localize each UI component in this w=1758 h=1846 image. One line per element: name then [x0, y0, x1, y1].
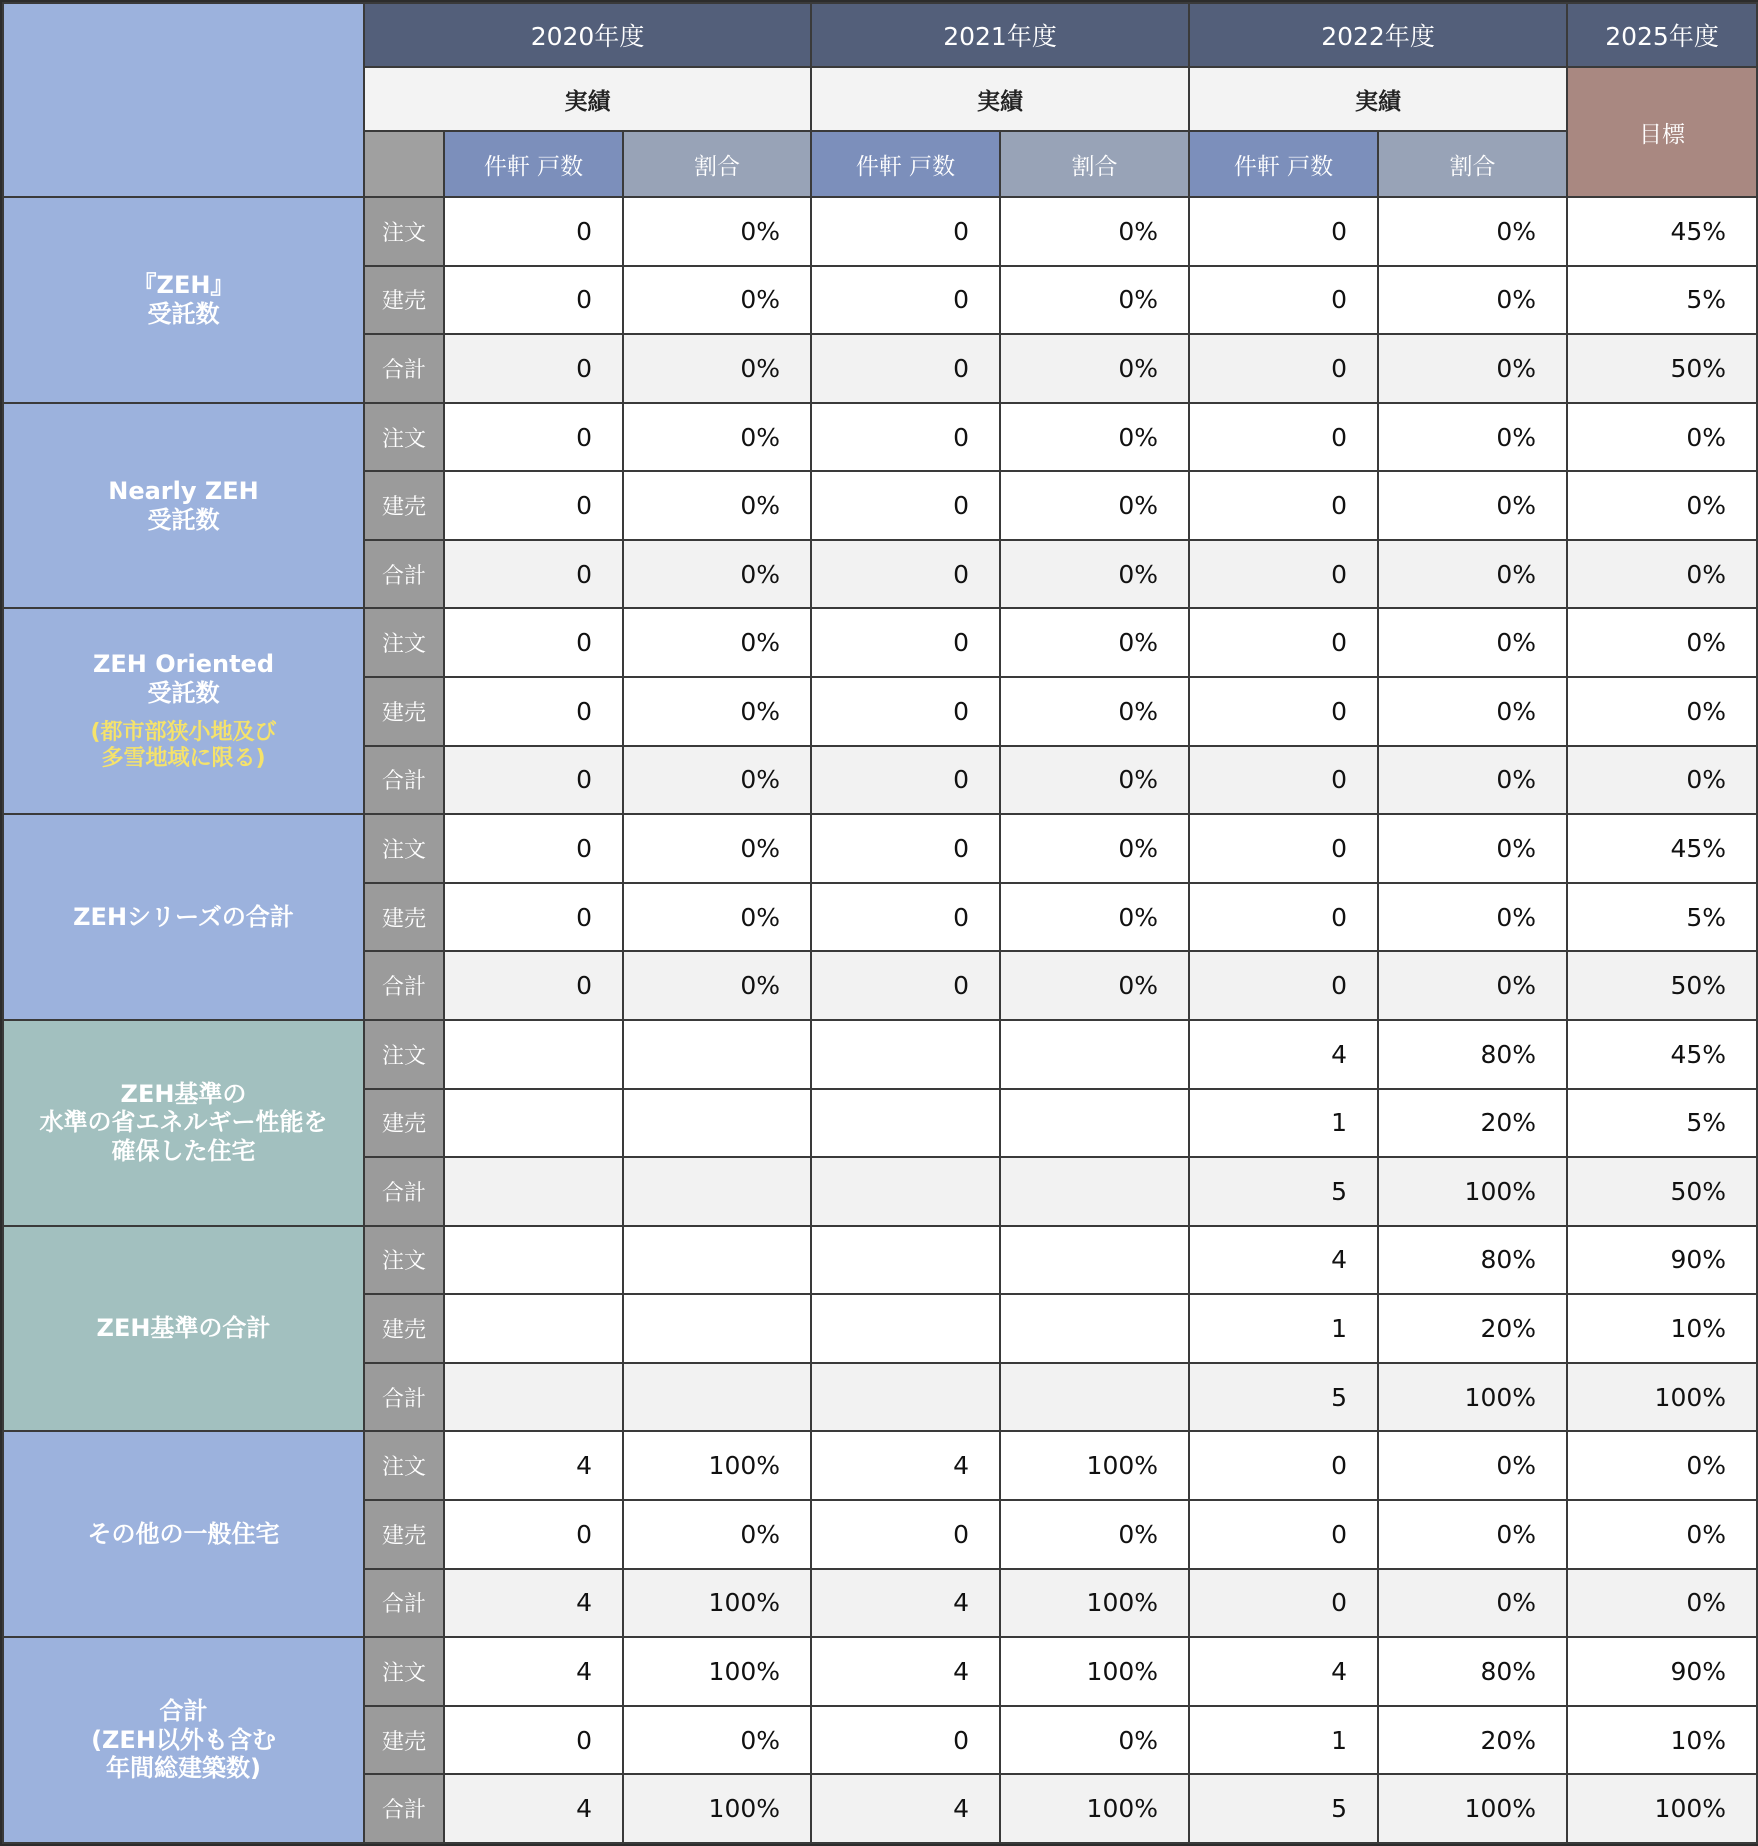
value-cell-c2021: [811, 1294, 1000, 1363]
value-cell-c2022: 0: [1189, 1500, 1378, 1569]
row-type-label: 建売: [364, 677, 444, 746]
value-cell-t2025: 5%: [1567, 1089, 1757, 1158]
value-cell-t2025: 0%: [1567, 746, 1757, 815]
value-cell-c2020: [444, 1157, 623, 1226]
value-cell-r2021: [1000, 1020, 1189, 1089]
value-cell-r2022: 0%: [1378, 746, 1567, 815]
target-header-2025: 目標: [1567, 67, 1757, 197]
corner-cell: [3, 3, 364, 197]
value-cell-c2020: 0: [444, 266, 623, 335]
value-cell-c2021: 4: [811, 1637, 1000, 1706]
value-cell-c2021: 4: [811, 1431, 1000, 1500]
row-type-label: 注文: [364, 197, 444, 266]
value-cell-r2020: 100%: [623, 1569, 811, 1638]
value-cell-c2021: [811, 1226, 1000, 1295]
ratio-header-2020: 割合: [623, 131, 811, 197]
value-cell-r2021: 0%: [1000, 1500, 1189, 1569]
value-cell-c2021: 4: [811, 1774, 1000, 1843]
value-cell-r2020: [623, 1363, 811, 1432]
value-cell-r2021: 0%: [1000, 197, 1189, 266]
value-cell-c2021: 0: [811, 814, 1000, 883]
value-cell-r2020: [623, 1294, 811, 1363]
value-cell-c2022: 0: [1189, 883, 1378, 952]
row-type-label: 注文: [364, 1020, 444, 1089]
value-cell-r2022: 20%: [1378, 1089, 1567, 1158]
value-cell-t2025: 0%: [1567, 1431, 1757, 1500]
value-cell-r2021: 0%: [1000, 266, 1189, 335]
value-cell-t2025: 50%: [1567, 951, 1757, 1020]
value-cell-r2022: 100%: [1378, 1157, 1567, 1226]
value-cell-c2022: 0: [1189, 403, 1378, 472]
value-cell-c2021: 0: [811, 608, 1000, 677]
value-cell-r2020: 0%: [623, 1500, 811, 1569]
group-label-cell: [3, 197, 364, 403]
year-header-2025: 2025年度: [1567, 3, 1757, 67]
value-cell-r2022: 0%: [1378, 1569, 1567, 1638]
ratio-header-2021: 割合: [1000, 131, 1189, 197]
value-cell-r2022: 0%: [1378, 951, 1567, 1020]
actual-header-2020: 実績: [364, 67, 811, 131]
row-type-label: 建売: [364, 471, 444, 540]
value-cell-t2025: 50%: [1567, 1157, 1757, 1226]
value-cell-r2020: 0%: [623, 814, 811, 883]
value-cell-r2022: 0%: [1378, 471, 1567, 540]
value-cell-r2020: [623, 1089, 811, 1158]
value-cell-c2020: 4: [444, 1431, 623, 1500]
group-label-cell: [3, 814, 364, 1020]
value-cell-r2021: 0%: [1000, 951, 1189, 1020]
group-label-cell: [3, 608, 364, 814]
row-type-label: 建売: [364, 1089, 444, 1158]
value-cell-r2020: 0%: [623, 608, 811, 677]
value-cell-c2020: 0: [444, 540, 623, 609]
value-cell-r2021: 0%: [1000, 1706, 1189, 1775]
value-cell-c2022: 5: [1189, 1363, 1378, 1432]
value-cell-t2025: 0%: [1567, 1500, 1757, 1569]
value-cell-r2020: 0%: [623, 540, 811, 609]
value-cell-c2020: [444, 1363, 623, 1432]
value-cell-r2021: 0%: [1000, 814, 1189, 883]
value-cell-c2020: [444, 1020, 623, 1089]
value-cell-c2020: 0: [444, 951, 623, 1020]
value-cell-r2022: 0%: [1378, 814, 1567, 883]
value-cell-c2020: 0: [444, 814, 623, 883]
value-cell-c2020: 4: [444, 1569, 623, 1638]
row-type-label: 建売: [364, 1706, 444, 1775]
count-header-2022: 件軒 戸数: [1189, 131, 1378, 197]
value-cell-r2021: 0%: [1000, 334, 1189, 403]
group-label-line: 受託数: [147, 505, 220, 534]
count-header-2021: 件軒 戸数: [811, 131, 1000, 197]
value-cell-c2020: 0: [444, 883, 623, 952]
group-label-cell: [3, 1020, 364, 1226]
value-cell-c2020: 0: [444, 677, 623, 746]
value-cell-c2021: [811, 1157, 1000, 1226]
group-label-line: 受託数: [147, 299, 220, 328]
value-cell-r2022: 0%: [1378, 197, 1567, 266]
value-cell-c2020: 0: [444, 1500, 623, 1569]
year-header-2021: 2021年度: [811, 3, 1189, 67]
value-cell-c2022: 0: [1189, 814, 1378, 883]
value-cell-c2022: 0: [1189, 266, 1378, 335]
value-cell-c2021: 0: [811, 677, 1000, 746]
value-cell-t2025: 100%: [1567, 1363, 1757, 1432]
value-cell-c2022: 0: [1189, 677, 1378, 746]
zeh-results-table: [2, 2, 1758, 1844]
group-label-line: ZEH基準の合計: [96, 1314, 271, 1343]
table-row: [3, 1020, 1757, 1089]
value-cell-c2020: 0: [444, 471, 623, 540]
value-cell-r2020: 0%: [623, 334, 811, 403]
table-row: [3, 403, 1757, 472]
value-cell-t2025: 100%: [1567, 1774, 1757, 1843]
value-cell-r2020: 0%: [623, 471, 811, 540]
value-cell-c2021: 0: [811, 266, 1000, 335]
row-type-label: 注文: [364, 403, 444, 472]
row-type-label: 建売: [364, 883, 444, 952]
year-header-2022: 2022年度: [1189, 3, 1567, 67]
value-cell-r2022: 0%: [1378, 1500, 1567, 1569]
value-cell-t2025: 45%: [1567, 197, 1757, 266]
group-label-line: Nearly ZEH: [108, 476, 259, 505]
value-cell-r2022: 0%: [1378, 266, 1567, 335]
value-cell-c2022: 4: [1189, 1637, 1378, 1706]
value-cell-c2022: 0: [1189, 746, 1378, 815]
value-cell-r2021: [1000, 1226, 1189, 1295]
value-cell-r2021: 0%: [1000, 403, 1189, 472]
row-type-label: 注文: [364, 1226, 444, 1295]
value-cell-t2025: 45%: [1567, 814, 1757, 883]
group-label-line: その他の一般住宅: [87, 1519, 280, 1548]
value-cell-c2021: 0: [811, 1500, 1000, 1569]
value-cell-r2022: 80%: [1378, 1226, 1567, 1295]
value-cell-c2021: 0: [811, 334, 1000, 403]
value-cell-r2021: [1000, 1157, 1189, 1226]
value-cell-t2025: 0%: [1567, 608, 1757, 677]
value-cell-r2021: 0%: [1000, 746, 1189, 815]
actual-header-2022: 実績: [1189, 67, 1567, 131]
value-cell-c2022: 0: [1189, 334, 1378, 403]
value-cell-r2020: 0%: [623, 951, 811, 1020]
value-cell-c2020: 0: [444, 403, 623, 472]
value-cell-c2021: [811, 1020, 1000, 1089]
value-cell-c2022: 1: [1189, 1089, 1378, 1158]
group-label-line: ZEH基準の: [120, 1079, 247, 1108]
ratio-header-2022: 割合: [1378, 131, 1567, 197]
value-cell-c2021: 0: [811, 197, 1000, 266]
row-type-label: 注文: [364, 1431, 444, 1500]
value-cell-r2020: 100%: [623, 1431, 811, 1500]
value-cell-t2025: 10%: [1567, 1706, 1757, 1775]
value-cell-r2021: 100%: [1000, 1431, 1189, 1500]
value-cell-r2020: 0%: [623, 746, 811, 815]
value-cell-c2020: 0: [444, 746, 623, 815]
value-cell-c2021: 0: [811, 883, 1000, 952]
type-column-header: [364, 131, 444, 197]
group-label-line: ZEHシリーズの合計: [73, 902, 294, 931]
value-cell-r2021: 100%: [1000, 1637, 1189, 1706]
value-cell-c2020: 0: [444, 1706, 623, 1775]
table-row: [3, 814, 1757, 883]
value-cell-r2021: 0%: [1000, 883, 1189, 952]
value-cell-c2022: 0: [1189, 540, 1378, 609]
value-cell-c2022: 0: [1189, 951, 1378, 1020]
value-cell-c2022: 0: [1189, 608, 1378, 677]
group-label-line: 『ZEH』: [132, 271, 235, 300]
table-row: [3, 608, 1757, 677]
value-cell-c2020: 0: [444, 197, 623, 266]
value-cell-r2022: 0%: [1378, 883, 1567, 952]
row-type-label: 建売: [364, 1500, 444, 1569]
value-cell-r2020: [623, 1226, 811, 1295]
group-label-line: 受託数: [147, 678, 220, 707]
value-cell-c2020: 4: [444, 1637, 623, 1706]
value-cell-c2022: 5: [1189, 1774, 1378, 1843]
value-cell-r2021: [1000, 1363, 1189, 1432]
row-type-label: 建売: [364, 1294, 444, 1363]
row-type-label: 合計: [364, 1569, 444, 1638]
group-label-cell: [3, 1431, 364, 1637]
value-cell-c2022: 4: [1189, 1020, 1378, 1089]
value-cell-r2022: 0%: [1378, 608, 1567, 677]
value-cell-c2021: 0: [811, 951, 1000, 1020]
group-label-cell: [3, 403, 364, 609]
value-cell-c2022: 4: [1189, 1226, 1378, 1295]
value-cell-r2022: 100%: [1378, 1774, 1567, 1843]
row-type-label: 合計: [364, 1774, 444, 1843]
header-row-years: [3, 3, 1757, 67]
group-note-line: (都市部狭小地及び: [90, 719, 277, 745]
value-cell-r2022: 0%: [1378, 540, 1567, 609]
value-cell-t2025: 5%: [1567, 883, 1757, 952]
value-cell-r2020: 0%: [623, 1706, 811, 1775]
table-row: [3, 1226, 1757, 1295]
value-cell-c2020: [444, 1294, 623, 1363]
value-cell-c2021: [811, 1363, 1000, 1432]
value-cell-r2021: 0%: [1000, 677, 1189, 746]
value-cell-r2022: 0%: [1378, 677, 1567, 746]
row-type-label: 合計: [364, 1157, 444, 1226]
row-type-label: 建売: [364, 266, 444, 335]
group-label-cell: [3, 1637, 364, 1843]
value-cell-t2025: 0%: [1567, 1569, 1757, 1638]
value-cell-c2022: 0: [1189, 1569, 1378, 1638]
value-cell-r2021: 0%: [1000, 471, 1189, 540]
value-cell-r2021: [1000, 1294, 1189, 1363]
value-cell-c2022: 5: [1189, 1157, 1378, 1226]
group-note: [4, 720, 363, 773]
value-cell-r2020: 100%: [623, 1637, 811, 1706]
value-cell-c2021: 0: [811, 471, 1000, 540]
value-cell-r2022: 100%: [1378, 1363, 1567, 1432]
value-cell-r2022: 80%: [1378, 1637, 1567, 1706]
table-body: [3, 197, 1757, 1843]
value-cell-r2021: 100%: [1000, 1774, 1189, 1843]
row-type-label: 合計: [364, 540, 444, 609]
value-cell-t2025: 10%: [1567, 1294, 1757, 1363]
value-cell-t2025: 90%: [1567, 1637, 1757, 1706]
value-cell-r2021: 0%: [1000, 608, 1189, 677]
value-cell-r2021: [1000, 1089, 1189, 1158]
row-type-label: 注文: [364, 608, 444, 677]
value-cell-r2020: 0%: [623, 266, 811, 335]
value-cell-c2022: 0: [1189, 1431, 1378, 1500]
value-cell-t2025: 0%: [1567, 677, 1757, 746]
value-cell-r2022: 0%: [1378, 1431, 1567, 1500]
value-cell-r2021: 0%: [1000, 540, 1189, 609]
value-cell-c2021: 0: [811, 746, 1000, 815]
value-cell-t2025: 45%: [1567, 1020, 1757, 1089]
value-cell-t2025: 90%: [1567, 1226, 1757, 1295]
value-cell-t2025: 0%: [1567, 403, 1757, 472]
group-label-cell: [3, 1226, 364, 1432]
actual-header-2021: 実績: [811, 67, 1189, 131]
value-cell-r2022: 0%: [1378, 403, 1567, 472]
row-type-label: 合計: [364, 746, 444, 815]
row-type-label: 注文: [364, 1637, 444, 1706]
value-cell-c2020: 4: [444, 1774, 623, 1843]
count-header-2020: 件軒 戸数: [444, 131, 623, 197]
value-cell-r2022: 80%: [1378, 1020, 1567, 1089]
table-row: [3, 1431, 1757, 1500]
row-type-label: 合計: [364, 1363, 444, 1432]
group-label-line: (ZEH以外も含む: [91, 1725, 276, 1754]
group-note-line: 多雪地域に限る): [101, 746, 266, 772]
row-type-label: 合計: [364, 951, 444, 1020]
value-cell-t2025: 50%: [1567, 334, 1757, 403]
value-cell-c2020: 0: [444, 608, 623, 677]
value-cell-c2021: 0: [811, 540, 1000, 609]
row-type-label: 注文: [364, 814, 444, 883]
value-cell-r2021: 100%: [1000, 1569, 1189, 1638]
row-type-label: 合計: [364, 334, 444, 403]
group-label-line: 確保した住宅: [111, 1137, 256, 1166]
year-header-2020: 2020年度: [364, 3, 811, 67]
value-cell-c2022: 1: [1189, 1706, 1378, 1775]
value-cell-c2020: [444, 1226, 623, 1295]
value-cell-t2025: 0%: [1567, 540, 1757, 609]
group-label-line: 合計: [159, 1696, 208, 1725]
value-cell-c2021: [811, 1089, 1000, 1158]
value-cell-c2021: 0: [811, 1706, 1000, 1775]
value-cell-c2021: 0: [811, 403, 1000, 472]
table-row: [3, 197, 1757, 266]
group-label-line: 年間総建築数): [106, 1754, 261, 1783]
value-cell-c2020: 0: [444, 334, 623, 403]
value-cell-c2022: 0: [1189, 197, 1378, 266]
value-cell-r2020: 100%: [623, 1774, 811, 1843]
value-cell-r2020: [623, 1020, 811, 1089]
value-cell-t2025: 0%: [1567, 471, 1757, 540]
value-cell-t2025: 5%: [1567, 266, 1757, 335]
value-cell-c2022: 0: [1189, 471, 1378, 540]
value-cell-r2020: 0%: [623, 403, 811, 472]
value-cell-r2020: 0%: [623, 197, 811, 266]
value-cell-r2020: 0%: [623, 677, 811, 746]
group-label-line: 水準の省エネルギー性能を: [39, 1108, 328, 1137]
table-row: [3, 1637, 1757, 1706]
group-label-line: ZEH Oriented: [93, 650, 274, 679]
value-cell-c2022: 1: [1189, 1294, 1378, 1363]
value-cell-r2022: 20%: [1378, 1294, 1567, 1363]
value-cell-c2021: 4: [811, 1569, 1000, 1638]
value-cell-r2022: 20%: [1378, 1706, 1567, 1775]
value-cell-r2022: 0%: [1378, 334, 1567, 403]
value-cell-c2020: [444, 1089, 623, 1158]
value-cell-r2020: 0%: [623, 883, 811, 952]
value-cell-r2020: [623, 1157, 811, 1226]
